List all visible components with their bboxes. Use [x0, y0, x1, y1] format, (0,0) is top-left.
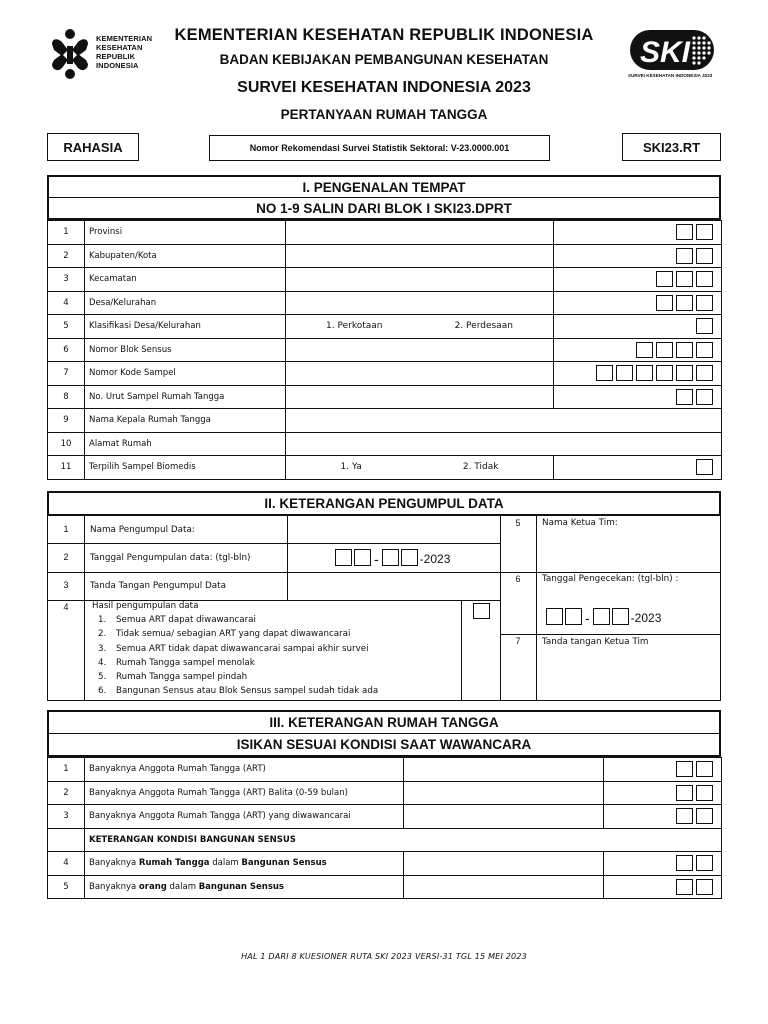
- text-field[interactable]: [286, 291, 554, 315]
- code-box[interactable]: [676, 271, 693, 287]
- code-box[interactable]: [676, 389, 693, 405]
- text-field[interactable]: [404, 875, 604, 899]
- code-box[interactable]: [656, 365, 673, 381]
- table-row: 10 Alamat Rumah: [48, 432, 722, 456]
- code-box[interactable]: [676, 855, 693, 871]
- code-box[interactable]: [676, 224, 693, 240]
- row-label: Banyaknya Anggota Rumah Tangga (ART) yang diwawancarai: [85, 805, 404, 829]
- code-box[interactable]: [676, 248, 693, 264]
- section3-subtitle: ISIKAN SESUAI KONDISI SAAT WAWANCARA: [47, 733, 721, 757]
- row-label: Nomor Kode Sampel: [85, 362, 286, 386]
- code-box[interactable]: [696, 879, 713, 895]
- date-box[interactable]: [354, 549, 371, 566]
- date-box[interactable]: [335, 549, 352, 566]
- row-label: Terpilih Sampel Biomedis: [85, 456, 286, 480]
- code-box[interactable]: [636, 365, 653, 381]
- table-row: 11 Terpilih Sampel Biomedis 1. Ya 2. Tidak: [48, 456, 722, 480]
- code-box[interactable]: [696, 808, 713, 824]
- form-code: SKI23.RT: [622, 133, 721, 161]
- text-field[interactable]: [286, 385, 554, 409]
- code-box[interactable]: [696, 271, 713, 287]
- code-box[interactable]: [696, 318, 713, 334]
- option-urban: 1. Perkotaan: [326, 321, 383, 332]
- table-row: 9 Nama Kepala Rumah Tangga: [48, 409, 722, 433]
- code-box[interactable]: [596, 365, 613, 381]
- option-yes: 1. Ya: [340, 462, 362, 473]
- list-item: 3. Semua ART tidak dapat diwawancarai sampai akhir survei: [98, 643, 369, 654]
- svg-text:SKI: SKI: [640, 36, 691, 69]
- table-row: 2 Banyaknya Anggota Rumah Tangga (ART) Balita (0-59 bulan): [48, 781, 722, 805]
- code-box[interactable]: [696, 389, 713, 405]
- list-item: 2. Tidak semua/ sebagian ART yang dapat diwawancarai: [98, 629, 351, 640]
- date-box[interactable]: [546, 608, 563, 625]
- table-row: 4 Desa/Kelurahan: [48, 291, 722, 315]
- text-field[interactable]: [404, 852, 604, 876]
- result-list: [92, 600, 460, 699]
- row-label: No. Urut Sampel Rumah Tangga: [85, 385, 286, 409]
- code-box[interactable]: [696, 295, 713, 311]
- code-box[interactable]: [676, 295, 693, 311]
- list-item: 4. Rumah Tangga sampel menolak: [98, 657, 255, 668]
- code-box[interactable]: [616, 365, 633, 381]
- text-field[interactable]: [286, 244, 554, 268]
- page-footer: HAL 1 DARI 8 KUESIONER RUTA SKI 2023 VERSI-31 TGL 15 MEI 2023: [241, 952, 527, 961]
- section3-table: [47, 757, 722, 899]
- table-row: 2 Kabupaten/Kota: [48, 244, 722, 268]
- table-row: 3 Banyaknya Anggota Rumah Tangga (ART) yang diwawancarai: [48, 805, 722, 829]
- collection-date-field[interactable]: - -2023: [335, 549, 450, 566]
- title-questionnaire: PERTANYAAN RUMAH TANGGA: [280, 107, 488, 122]
- row-label: Banyaknya Anggota Rumah Tangga (ART): [85, 758, 404, 782]
- option-no: 2. Tidak: [462, 462, 499, 473]
- collector-name-field[interactable]: [288, 517, 499, 543]
- text-field[interactable]: [286, 432, 722, 456]
- confidential-label: RAHASIA: [47, 133, 139, 161]
- row-label: Banyaknya Rumah Tangga dalam Bangunan Sensus: [85, 852, 404, 876]
- row-label: Provinsi: [85, 221, 286, 245]
- row-label: Kabupaten/Kota: [85, 244, 286, 268]
- table-row: 7 Nomor Kode Sampel: [48, 362, 722, 386]
- code-box[interactable]: [636, 342, 653, 358]
- table-row: 3 Kecamatan: [48, 268, 722, 292]
- text-field[interactable]: [286, 268, 554, 292]
- row-label: Desa/Kelurahan: [85, 291, 286, 315]
- team-lead-name-label: Nama Ketua Tim:: [542, 518, 618, 528]
- code-box[interactable]: [696, 855, 713, 871]
- table-row: 5 Banyaknya orang dalam Bangunan Sensus: [48, 875, 722, 899]
- collector-name-label: Nama Pengumpul Data:: [90, 525, 195, 535]
- text-field[interactable]: [404, 758, 604, 782]
- code-box[interactable]: [676, 342, 693, 358]
- code-box[interactable]: [656, 342, 673, 358]
- date-year: -2023: [630, 611, 662, 625]
- table-row: 1 Banyaknya Anggota Rumah Tangga (ART): [48, 758, 722, 782]
- ski-caption: SURVEI KESEHATAN INDONESIA 2023: [628, 73, 713, 78]
- list-item: 5. Rumah Tangga sampel pindah: [98, 672, 248, 683]
- option-rural: 2. Perdesaan: [454, 321, 513, 332]
- section3-title: III. KETERANGAN RUMAH TANGGA: [47, 710, 721, 735]
- ministry-emblem-icon: [46, 28, 94, 80]
- code-box[interactable]: [676, 879, 693, 895]
- team-lead-signature-label: Tanda tangan Ketua Tim: [542, 637, 649, 647]
- code-box[interactable]: [696, 459, 713, 475]
- table-row: 8 No. Urut Sampel Rumah Tangga: [48, 385, 722, 409]
- ministry-logo: [46, 28, 154, 80]
- code-box[interactable]: [656, 295, 673, 311]
- row-label: Banyaknya Anggota Rumah Tangga (ART) Balita (0-59 bulan): [85, 781, 404, 805]
- title-agency: BADAN KEBIJAKAN PEMBANGUNAN KESEHATAN: [219, 52, 549, 67]
- section1-title: I. PENGENALAN TEMPAT: [47, 175, 721, 199]
- list-item: 6. Bangunan Sensus atau Blok Sensus sampel sudah tidak ada: [98, 686, 379, 697]
- date-box[interactable]: [612, 608, 629, 625]
- code-box[interactable]: [696, 785, 713, 801]
- code-box[interactable]: [676, 365, 693, 381]
- title-survey: SURVEI KESEHATAN INDONESIA 2023: [237, 79, 531, 96]
- check-date-label: Tanggal Pengecekan: (tgl-bln) :: [542, 574, 679, 584]
- ski-logo-icon: [628, 28, 716, 72]
- table-row: [48, 828, 722, 852]
- table-row: 5 Klasifikasi Desa/Kelurahan 1. Perkotaan 2. Perdesaan: [48, 315, 722, 339]
- code-box[interactable]: [696, 224, 713, 240]
- section1-subtitle: NO 1-9 SALIN DARI BLOK I SKI23.DPRT: [47, 197, 721, 220]
- code-box[interactable]: [656, 271, 673, 287]
- table-row: 6 Nomor Blok Sensus: [48, 338, 722, 362]
- code-box[interactable]: [696, 761, 713, 777]
- recommendation-number: Nomor Rekomendasi Survei Statistik Sektoral: V-23.0000.001: [209, 135, 550, 161]
- collector-signature-field[interactable]: [288, 573, 499, 600]
- collector-signature-label: Tanda Tangan Pengumpul Data: [90, 581, 226, 591]
- row-label: Nama Kepala Rumah Tangga: [85, 409, 286, 433]
- text-field[interactable]: [404, 805, 604, 829]
- ministry-logo-text: KEMENTERIAN KESEHATAN REPUBLIK INDONESIA: [96, 34, 153, 70]
- result-code-box[interactable]: [473, 603, 490, 619]
- text-field[interactable]: [404, 781, 604, 805]
- section1-table: [47, 220, 722, 480]
- result-list-title: Hasil pengumpulan data: [92, 601, 199, 611]
- collection-date-label: Tanggal Pengumpulan data: (tgl-bln): [90, 553, 251, 563]
- code-box[interactable]: [696, 248, 713, 264]
- code-box[interactable]: [676, 808, 693, 824]
- row-label: Nomor Blok Sensus: [85, 338, 286, 362]
- date-box[interactable]: [382, 549, 399, 566]
- check-date-field[interactable]: - -2023: [546, 608, 661, 625]
- table-row: 1 Provinsi: [48, 221, 722, 245]
- row-label: Klasifikasi Desa/Kelurahan: [85, 315, 286, 339]
- text-field[interactable]: [286, 362, 554, 386]
- list-item: 1. Semua ART dapat diwawancarai: [98, 615, 256, 625]
- text-field[interactable]: [286, 338, 554, 362]
- code-box[interactable]: [696, 342, 713, 358]
- date-year: -2023: [419, 552, 451, 566]
- code-box[interactable]: [676, 785, 693, 801]
- text-field[interactable]: [286, 221, 554, 245]
- code-box[interactable]: [696, 365, 713, 381]
- date-box[interactable]: [565, 608, 582, 625]
- ski-logo: [628, 28, 716, 80]
- table-row: 4 Banyaknya Rumah Tangga dalam Bangunan Sensus: [48, 852, 722, 876]
- title-ministry: KEMENTERIAN KESEHATAN REPUBLIK INDONESIA: [174, 26, 594, 44]
- section2-title: II. KETERANGAN PENGUMPUL DATA: [47, 491, 721, 516]
- section2-body: 1 Nama Pengumpul Data: 2 Tanggal Pengumpulan data: (tgl-bln) - -2023 3 Tanda Tangan Pengumpul Data 4 Hasil pengumpulan data 1. Semua ART dapat diwawancarai 2. Tidak semua/ sebagian ART yang dapat diwawancarai 3. Semua ART tidak dapat diwawancarai sampai akhir survei 4. Rumah Tangga sampel menolak 5. Rumah Tangga sampel pindah 6. Bangunan Sensus atau Blok Sensus sampel sudah tidak ada 5 Nama Ketua Tim: 6 Tanggal Pengecekan: (tgl-bln) : - -2023 7 Tanda tangan Ketua Tim: [47, 516, 721, 701]
- text-field[interactable]: [286, 409, 722, 433]
- date-box[interactable]: [401, 549, 418, 566]
- building-subheading: KETERANGAN KONDISI BANGUNAN SENSUS: [85, 828, 722, 852]
- row-label: Kecamatan: [85, 268, 286, 292]
- code-box[interactable]: [676, 761, 693, 777]
- row-label: Alamat Rumah: [85, 432, 286, 456]
- date-box[interactable]: [593, 608, 610, 625]
- row-label: Banyaknya orang dalam Bangunan Sensus: [85, 875, 404, 899]
